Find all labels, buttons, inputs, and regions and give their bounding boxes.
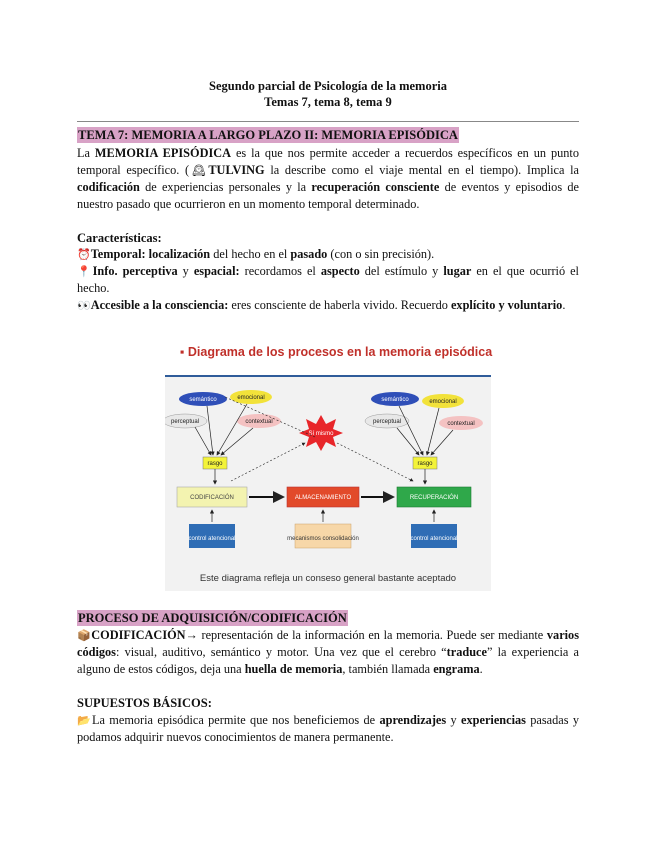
left-trace-label: rasgo xyxy=(207,461,223,467)
self-star-label: Sí mismo xyxy=(308,431,334,437)
right-label-contextual: contextual xyxy=(447,421,475,427)
diagram-svg xyxy=(165,377,491,573)
storage-label: ALMACENAMIENTO xyxy=(294,495,352,501)
package-icon: 📦 xyxy=(77,629,92,642)
alarm-clock-icon: ⏰ xyxy=(77,248,91,261)
section-heading-codificacion: PROCESO DE ADQUISICIÓN/CODIFICACIÓN xyxy=(78,611,347,625)
document-subtitle: Temas 7, tema 8, tema 9 xyxy=(264,95,392,109)
clock-icon: 🕰 xyxy=(189,164,209,177)
bottom-label-attention-right: control atencional xyxy=(410,536,458,542)
feature-perceptiva: 📍Info. perceptiva y espacial: recordamos el aspecto del estímulo y lugar en el que ocurrió el hecho. xyxy=(77,264,579,295)
bottom-label-consolidation: mecanismos consolidación xyxy=(287,536,359,542)
features-heading: Características: xyxy=(77,231,162,245)
document-title: Segundo parcial de Psicología de la memoria xyxy=(209,79,447,93)
eyes-icon: 👀 xyxy=(77,299,91,312)
right-label-perceptual: perceptual xyxy=(372,419,402,425)
bottom-label-attention-left: control atencional xyxy=(188,536,236,542)
paragraph-memoria-episodica: La MEMORIA EPISÓDICA es la que nos permite acceder a recuerdos específicos en un punto temporal específico. (🕰TULVING la describe como el viaje mental en el tiempo). Implica la codificación de experiencias personales y la recuperación consciente de eventos y episodios de nuestro pasado que ocurrieron en un momento temporal determinado. xyxy=(77,146,579,211)
pin-icon: 📍 xyxy=(77,265,93,278)
folder-icon: 📂 xyxy=(77,714,92,727)
feature-accesible: 👀Accesible a la consciencia: eres consciente de haberla vivido. Recuerdo explícito y voluntario. xyxy=(77,298,566,312)
paragraph-codificacion: 📦CODIFICACIÓN→ representación de la información en la memoria. Puede ser mediante varios códigos: visual, auditivo, semántico y motor. Una vez que el cerebro “traduce” la experiencia a alguno de estos códigos, deja una huella de memoria, también llamada engrama. xyxy=(77,628,580,676)
diagram-caption: Este diagrama refleja un conseso general bastante aceptado xyxy=(199,573,457,584)
encoding-label: CODIFICACIÓN xyxy=(190,495,234,501)
title-divider xyxy=(77,121,579,122)
left-label-emocional: emocional xyxy=(237,395,265,401)
retrieval-label: RECUPERACIÓN xyxy=(409,495,459,501)
right-label-semantico: semántico xyxy=(381,397,409,403)
section-heading-tema7: TEMA 7: MEMORIA A LARGO PLAZO II: MEMORIA EPISÓDICA xyxy=(78,128,458,142)
feature-temporal: ⏰Temporal: localización del hecho en el pasado (con o sin precisión). xyxy=(77,247,435,261)
left-label-perceptual: perceptual xyxy=(170,419,200,425)
diagram-title: ▪ Diagrama de los procesos en la memoria episódica xyxy=(180,345,493,359)
paragraph-supuestos: 📂La memoria episódica permite que nos beneficiemos de aprendizajes y experiencias pasadas y podamos adquirir nuevos conocimientos de manera permanente. xyxy=(77,713,580,744)
left-label-contextual: contextual xyxy=(245,419,273,425)
diagram-frame xyxy=(165,375,491,591)
right-label-emocional: emocional xyxy=(429,399,457,405)
left-label-semantico: semántico xyxy=(189,397,217,403)
section-heading-supuestos: SUPUESTOS BÁSICOS: xyxy=(77,696,212,710)
episodic-memory-diagram xyxy=(165,343,491,590)
right-trace-label: rasgo xyxy=(417,461,433,467)
